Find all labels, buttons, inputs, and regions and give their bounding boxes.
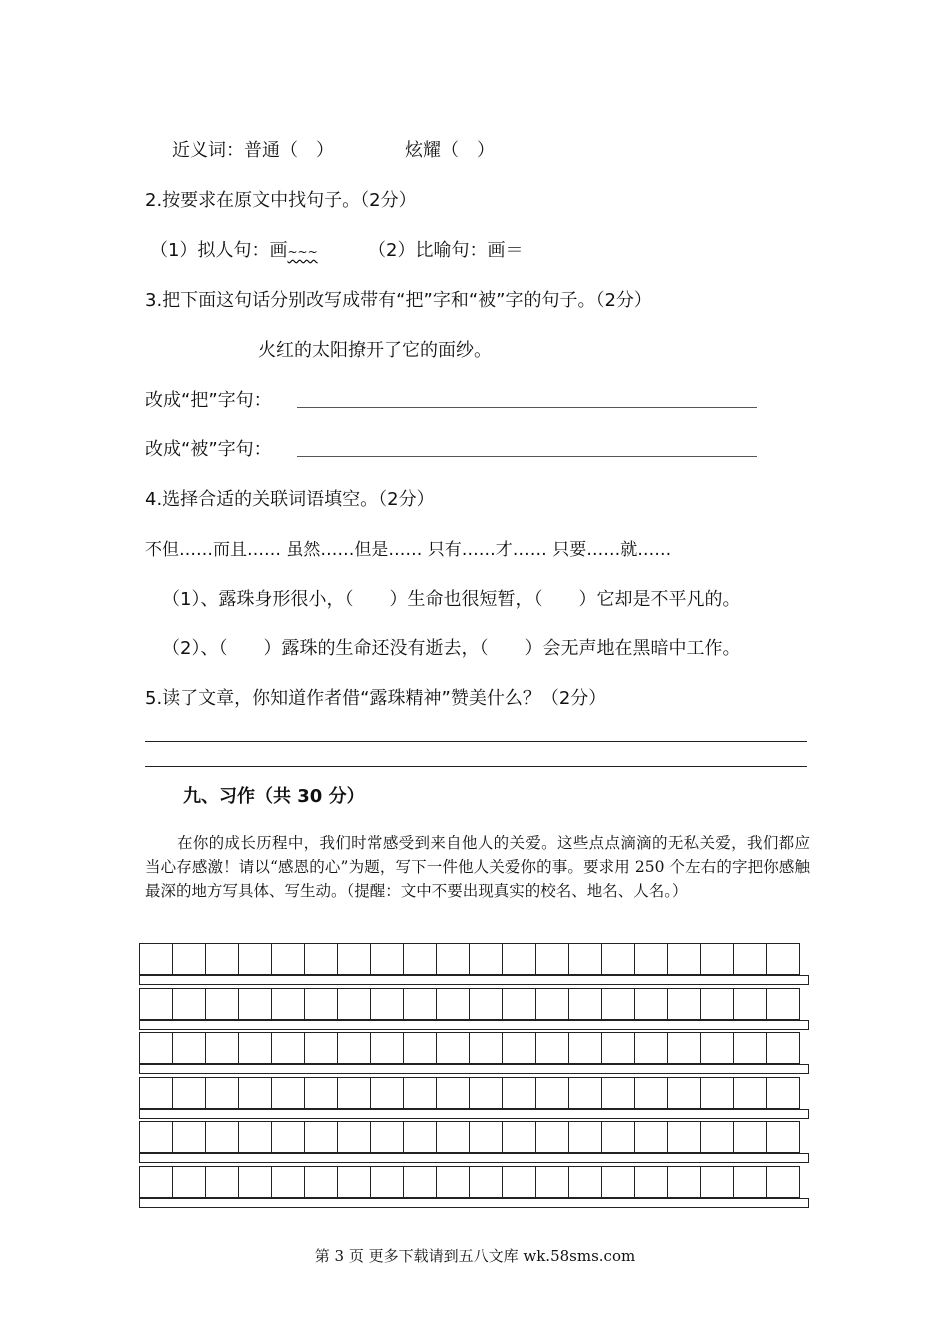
grid-row	[139, 1121, 809, 1166]
grid-cell[interactable]	[701, 988, 734, 1020]
question-5-title: 5.读了文章，你知道作者借“露珠精神”赞美什么？（2分）	[145, 688, 607, 709]
ba-sentence-label: 改成“把”字句：	[145, 390, 272, 411]
grid-cell[interactable]	[767, 943, 800, 975]
grid-cell[interactable]	[140, 1077, 173, 1109]
grid-cell[interactable]	[635, 988, 668, 1020]
conjunction-options: 不但……而且…… 虽然……但是…… 只有……才…… 只要……就……	[145, 540, 672, 560]
grid-cell[interactable]	[668, 1077, 701, 1109]
grid-cell[interactable]	[767, 1166, 800, 1198]
grid-cell[interactable]	[668, 988, 701, 1020]
grid-cell[interactable]	[569, 1166, 602, 1198]
grid-cell[interactable]	[239, 1166, 272, 1198]
grid-cell[interactable]	[173, 943, 206, 975]
grid-cell[interactable]	[404, 1032, 437, 1064]
grid-cell[interactable]	[173, 1077, 206, 1109]
grid-cell[interactable]	[239, 1032, 272, 1064]
grid-cell[interactable]	[371, 988, 404, 1020]
grid-cell[interactable]	[272, 1032, 305, 1064]
grid-cell[interactable]	[470, 988, 503, 1020]
grid-cell[interactable]	[371, 1077, 404, 1109]
grid-cells	[139, 988, 800, 1020]
grid-cell[interactable]	[140, 1166, 173, 1198]
grid-cell[interactable]	[239, 1077, 272, 1109]
answer-rule-1[interactable]	[145, 741, 807, 742]
grid-cell[interactable]	[569, 1121, 602, 1153]
grid-cell[interactable]	[602, 1166, 635, 1198]
grid-cell[interactable]	[239, 943, 272, 975]
grid-cell[interactable]	[701, 1121, 734, 1153]
grid-cell[interactable]	[602, 1121, 635, 1153]
grid-cell[interactable]	[767, 988, 800, 1020]
grid-cell[interactable]	[701, 1077, 734, 1109]
grid-row-gap	[139, 975, 809, 985]
grid-cell[interactable]	[173, 1032, 206, 1064]
grid-cell[interactable]	[371, 1166, 404, 1198]
grid-cell[interactable]	[503, 1032, 536, 1064]
grid-cells	[139, 1032, 800, 1064]
grid-cell[interactable]	[734, 1166, 767, 1198]
grid-cell[interactable]	[536, 988, 569, 1020]
grid-cell[interactable]	[668, 1121, 701, 1153]
grid-cell[interactable]	[437, 988, 470, 1020]
grid-cell[interactable]	[602, 943, 635, 975]
grid-cell[interactable]	[272, 1166, 305, 1198]
grid-cell[interactable]	[635, 1077, 668, 1109]
grid-row-gap	[139, 1020, 809, 1030]
essay-prompt: 在你的成长历程中，我们时常感受到来自他人的关爱。这些点点滴滴的无私关爱，我们都应当心存感激！请以“感恩的心”为题，写下一件他人关爱你的事。要求用 250 个左右的字把你感触最深的地方写具体、写生动。（提醒：文中不要出现真实的校名、地名、人名。）	[145, 834, 810, 900]
grid-cell[interactable]	[635, 943, 668, 975]
grid-cell[interactable]	[305, 1032, 338, 1064]
grid-cell[interactable]	[404, 1166, 437, 1198]
grid-cell[interactable]	[371, 1121, 404, 1153]
essay-heading: 九、习作（共 30 分）	[183, 786, 365, 807]
synonym-second: 炫耀（ ）	[405, 140, 495, 161]
grid-cell[interactable]	[338, 988, 371, 1020]
grid-row-gap	[139, 1198, 809, 1208]
grid-cell[interactable]	[239, 988, 272, 1020]
grid-cell[interactable]	[272, 1121, 305, 1153]
grid-cell[interactable]	[371, 1032, 404, 1064]
grid-cell[interactable]	[206, 988, 239, 1020]
grid-cell[interactable]	[536, 1121, 569, 1153]
grid-cell[interactable]	[305, 1166, 338, 1198]
grid-cell[interactable]	[470, 1032, 503, 1064]
grid-cell[interactable]	[767, 1032, 800, 1064]
grid-cell[interactable]	[437, 1032, 470, 1064]
grid-cell[interactable]	[536, 1032, 569, 1064]
grid-cell[interactable]	[569, 1032, 602, 1064]
wavy-mark: ~~~	[287, 245, 318, 259]
grid-cell[interactable]	[140, 988, 173, 1020]
grid-cell[interactable]	[470, 943, 503, 975]
grid-cell[interactable]	[338, 1121, 371, 1153]
ba-answer-line[interactable]	[297, 407, 757, 408]
grid-cells	[139, 1166, 800, 1198]
grid-cell[interactable]	[140, 943, 173, 975]
grid-cell[interactable]	[635, 1166, 668, 1198]
grid-cell[interactable]	[338, 1166, 371, 1198]
question-4-item-2: （2）、（ ）露珠的生命还没有逝去，（ ）会无声地在黑暗中工作。	[162, 638, 741, 659]
grid-cell[interactable]	[602, 988, 635, 1020]
grid-cell[interactable]	[503, 1077, 536, 1109]
grid-cell[interactable]	[767, 1077, 800, 1109]
grid-cell[interactable]	[470, 1077, 503, 1109]
grid-cell[interactable]	[569, 1077, 602, 1109]
question-3-sentence: 火红的太阳撩开了它的面纱。	[258, 340, 492, 361]
grid-cell[interactable]	[338, 943, 371, 975]
grid-cell[interactable]	[767, 1121, 800, 1153]
grid-cell[interactable]	[404, 943, 437, 975]
bei-answer-line[interactable]	[297, 456, 757, 457]
grid-cell[interactable]	[734, 943, 767, 975]
grid-cell[interactable]	[437, 1077, 470, 1109]
question-2-title: 2.按要求在原文中找句子。（2分）	[145, 190, 417, 211]
grid-cell[interactable]	[206, 1077, 239, 1109]
grid-cell[interactable]	[668, 943, 701, 975]
grid-cell[interactable]	[569, 943, 602, 975]
question-4-title: 4.选择合适的关联词语填空。（2分）	[145, 489, 435, 510]
grid-cell[interactable]	[173, 988, 206, 1020]
grid-cell[interactable]	[668, 1166, 701, 1198]
question-3-title: 3.把下面这句话分别改写成带有“把”字和“被”字的句子。（2分）	[145, 290, 652, 311]
grid-cell[interactable]	[239, 1121, 272, 1153]
grid-cell[interactable]	[338, 1032, 371, 1064]
grid-cell[interactable]	[470, 1121, 503, 1153]
grid-row	[139, 1166, 809, 1211]
grid-cell[interactable]	[536, 943, 569, 975]
grid-cell[interactable]	[140, 1032, 173, 1064]
grid-row	[139, 988, 809, 1033]
grid-cell[interactable]	[701, 1166, 734, 1198]
grid-cells	[139, 943, 800, 975]
grid-cell[interactable]	[305, 1121, 338, 1153]
grid-cell[interactable]	[668, 1032, 701, 1064]
grid-cell[interactable]	[503, 1121, 536, 1153]
grid-row	[139, 1077, 809, 1122]
synonyms-line	[172, 140, 334, 162]
synonym-label: 近义词：普通（ ）	[172, 140, 334, 161]
bei-sentence-label: 改成“被”字句：	[145, 439, 272, 460]
grid-cell[interactable]	[470, 1166, 503, 1198]
grid-cell[interactable]	[734, 1032, 767, 1064]
grid-cell[interactable]	[206, 1032, 239, 1064]
grid-row	[139, 943, 809, 988]
grid-cell[interactable]	[734, 1077, 767, 1109]
grid-cell[interactable]	[734, 988, 767, 1020]
grid-cell[interactable]	[635, 1032, 668, 1064]
grid-cell[interactable]	[272, 943, 305, 975]
answer-rule-2[interactable]	[145, 766, 807, 767]
grid-cell[interactable]	[305, 1077, 338, 1109]
grid-cell[interactable]	[503, 943, 536, 975]
grid-cell[interactable]	[173, 1121, 206, 1153]
grid-cell[interactable]	[404, 1121, 437, 1153]
grid-cell[interactable]	[272, 988, 305, 1020]
grid-cell[interactable]	[503, 988, 536, 1020]
grid-cell[interactable]	[503, 1166, 536, 1198]
grid-cell[interactable]	[305, 988, 338, 1020]
question-2-part2: （2）比喻句：画＝	[368, 240, 524, 261]
grid-cell[interactable]	[338, 1077, 371, 1109]
grid-row-gap	[139, 1064, 809, 1074]
grid-row-gap	[139, 1109, 809, 1119]
grid-cell[interactable]	[272, 1077, 305, 1109]
grid-cell[interactable]	[536, 1077, 569, 1109]
grid-cell[interactable]	[437, 943, 470, 975]
question-2-part1: （1）拟人句：画~~~	[150, 240, 318, 261]
grid-cell[interactable]	[536, 1166, 569, 1198]
grid-cells	[139, 1077, 800, 1109]
grid-cell[interactable]	[206, 1121, 239, 1153]
grid-row	[139, 1032, 809, 1077]
grid-row-gap	[139, 1153, 809, 1163]
question-4-item-1: （1）、露珠身形很小，（ ）生命也很短暂，（ ）它却是不平凡的。	[162, 589, 741, 610]
grid-cell[interactable]	[305, 943, 338, 975]
grid-cell[interactable]	[404, 988, 437, 1020]
grid-cell[interactable]	[173, 1166, 206, 1198]
grid-cell[interactable]	[437, 1121, 470, 1153]
grid-cell[interactable]	[206, 1166, 239, 1198]
grid-cell[interactable]	[734, 1121, 767, 1153]
grid-cell[interactable]	[206, 943, 239, 975]
grid-cell[interactable]	[635, 1121, 668, 1153]
grid-cell[interactable]	[404, 1077, 437, 1109]
grid-cell[interactable]	[701, 943, 734, 975]
grid-cell[interactable]	[437, 1166, 470, 1198]
grid-cell[interactable]	[569, 988, 602, 1020]
grid-cells	[139, 1121, 800, 1153]
grid-cell[interactable]	[602, 1032, 635, 1064]
grid-cell[interactable]	[140, 1121, 173, 1153]
page-footer: 第 3 页 更多下载请到五八文库 wk.58sms.com	[314, 1247, 636, 1265]
grid-cell[interactable]	[701, 1032, 734, 1064]
grid-cell[interactable]	[602, 1077, 635, 1109]
grid-cell[interactable]	[371, 943, 404, 975]
